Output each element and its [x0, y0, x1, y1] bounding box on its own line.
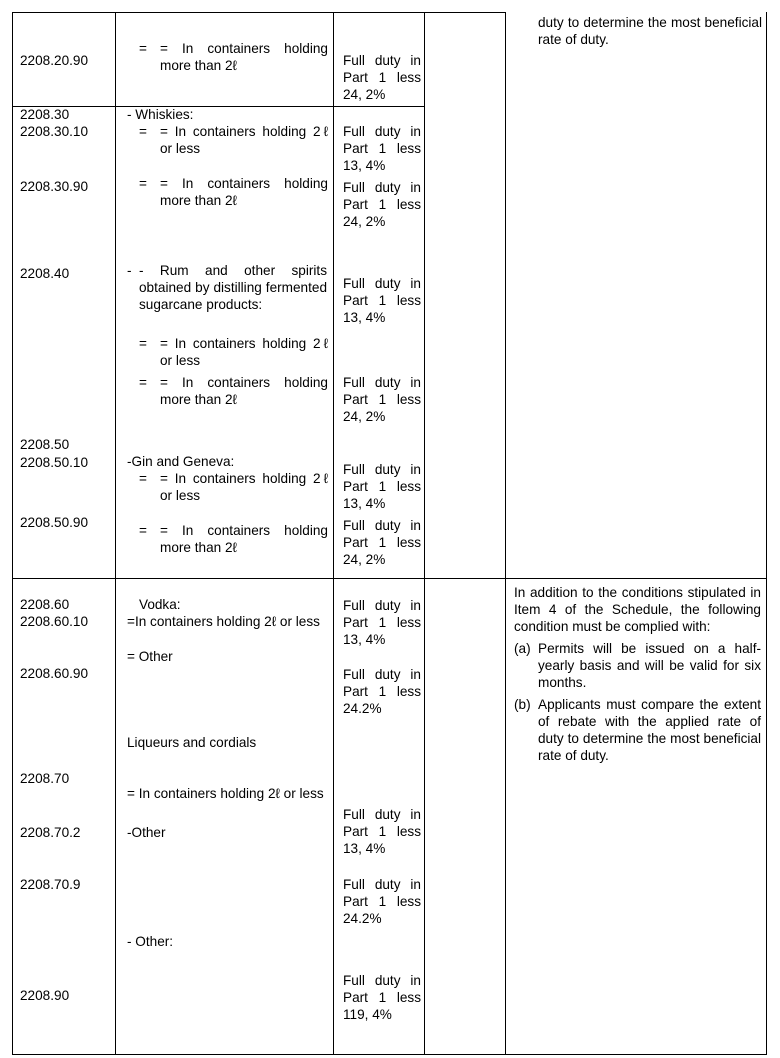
list-marker: = — [139, 176, 147, 191]
description-item — [139, 470, 328, 504]
tariff-code: 2208.60 — [20, 597, 70, 612]
tariff-code: 2208.30 — [20, 107, 70, 122]
list-marker: = — [139, 471, 147, 486]
tariff-code: 2208.30.10 — [20, 124, 89, 139]
description-text: - Rum and other spirits obtained by distilling fermented sugarcane products: — [139, 263, 327, 312]
description-item — [139, 522, 328, 556]
tariff-code: 2208.70 — [20, 771, 70, 786]
description-heading — [127, 262, 327, 330]
rate-of-duty: Full duty in Part 1 less 24, 2% — [343, 375, 421, 424]
description-text: = In containers holding more than 2ℓ — [160, 176, 328, 208]
list-marker: - — [127, 263, 132, 278]
rate-of-duty: Full duty in Part 1 less 13, 4% — [343, 807, 421, 856]
description-item: = In containers holding 2ℓ or less — [127, 786, 324, 801]
condition-item-a — [514, 640, 761, 691]
description-item — [139, 374, 328, 408]
rate-of-duty: Full duty in Part 1 less 24.2% — [343, 877, 421, 926]
rate-of-duty: Full duty in Part 1 less 24, 2% — [343, 53, 421, 102]
description-heading: - Whiskies: — [127, 107, 194, 122]
conditions-fragment — [517, 14, 762, 48]
list-marker: = — [139, 124, 147, 139]
description-item: =In containers holding 2ℓ or less — [127, 614, 320, 629]
list-marker: = — [139, 375, 147, 390]
tariff-code: 2208.40 — [20, 266, 70, 281]
conditions-intro: In addition to the conditions stipulated in Item 4 of the Schedule, the following condition must be complied with: — [514, 585, 761, 634]
rate-of-duty: Full duty in Part 1 less 13, 4% — [343, 124, 421, 173]
description-heading: Liqueurs and cordials — [127, 735, 257, 750]
description-text: = In containers holding more than 2ℓ — [160, 375, 328, 407]
description-heading: - Other: — [127, 934, 174, 949]
rate-of-duty: Full duty in Part 1 less 24, 2% — [343, 180, 421, 229]
description-text: = In containers holding 2ℓ or less — [160, 336, 328, 368]
tariff-code: 2208.60.10 — [20, 614, 89, 629]
description-item — [139, 335, 328, 369]
condition-text: Permits will be issued on a half-yearly basis and will be valid for six months. — [538, 641, 761, 690]
description-item — [139, 40, 328, 74]
description-heading: Vodka: — [139, 597, 181, 612]
rate-of-duty: Full duty in Part 1 less 13, 4% — [343, 598, 421, 647]
tariff-code: 2208.50.10 — [20, 455, 89, 470]
description-text: = In containers holding more than 2ℓ — [160, 41, 328, 73]
tariff-code: 2208.70.2 — [20, 825, 81, 840]
tariff-code: 2208.70.9 — [20, 877, 81, 892]
description-item — [139, 175, 328, 209]
rate-of-duty: Full duty in Part 1 less 24.2% — [343, 667, 421, 716]
description-item — [139, 123, 328, 157]
description-text: = In containers holding 2ℓ or less — [160, 471, 328, 503]
description-heading: -Gin and Geneva: — [127, 454, 235, 469]
description-text: = In containers holding 2ℓ or less — [160, 124, 328, 156]
rate-of-duty: Full duty in Part 1 less 119, 4% — [343, 973, 421, 1022]
list-marker: (b) — [514, 697, 531, 712]
description-item: -Other — [127, 825, 166, 840]
description-text: = In containers holding more than 2ℓ — [160, 523, 328, 555]
rate-of-duty: Full duty in Part 1 less 13, 4% — [343, 462, 421, 511]
list-marker: (a) — [514, 641, 531, 656]
tariff-code: 2208.50 — [20, 437, 70, 452]
rate-of-duty: Full duty in Part 1 less 13, 4% — [343, 276, 421, 325]
tariff-code: 2208.20.90 — [20, 53, 89, 68]
list-marker: = — [139, 336, 147, 351]
tariff-code: 2208.60.90 — [20, 666, 89, 681]
list-marker: = — [139, 41, 147, 56]
condition-item-b — [514, 696, 761, 764]
tariff-code: 2208.30.90 — [20, 179, 89, 194]
list-marker: = — [139, 523, 147, 538]
tariff-code: 2208.50.90 — [20, 515, 89, 530]
conditions-text: duty to determine the most beneficial rate of duty. — [538, 15, 762, 47]
rate-of-duty: Full duty in Part 1 less 24, 2% — [343, 518, 421, 567]
description-item: = Other — [127, 649, 173, 664]
tariff-code: 2208.90 — [20, 988, 70, 1003]
condition-text: Applicants must compare the extent of rebate with the applied rate of duty to determine the most beneficial rate of duty. — [538, 697, 761, 763]
